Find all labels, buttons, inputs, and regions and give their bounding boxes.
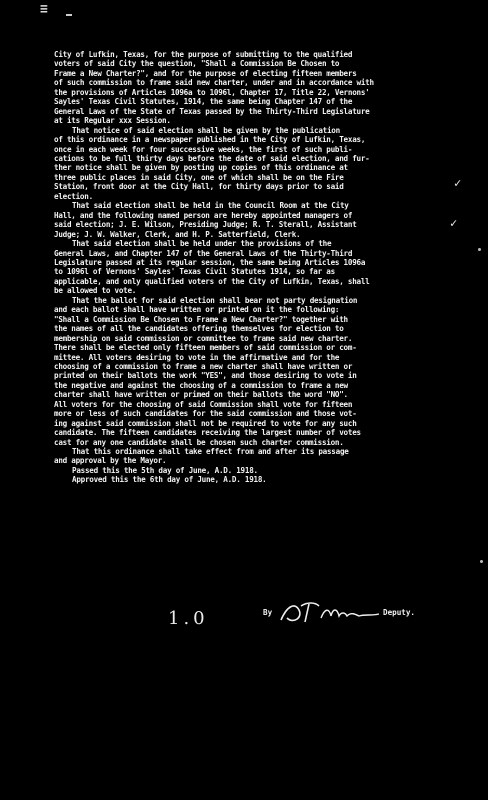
text-line: General Laws, and Chapter 147 of the General Laws of the Thirty-Third bbox=[54, 248, 353, 258]
text-line: once in each week for four successive weeks, the first of such publi- bbox=[54, 144, 353, 154]
text-line: three public places in said City, one of which shall be on the Fire bbox=[54, 172, 344, 182]
text-line: election. bbox=[54, 191, 93, 201]
text-line: more or less of such candidates for the said commission and those vot- bbox=[54, 409, 357, 419]
text-line: applicable, and only qualified voters of the City of Lufkin, Texas, shall bbox=[54, 276, 370, 286]
text-line: ing against said commission shall not be required to vote for any such bbox=[54, 418, 357, 428]
text-line: membership on said commission or committee to frame said new charter. bbox=[54, 333, 353, 343]
text-line: All voters for the choosing of said Commission shall vote for fifteen bbox=[54, 399, 353, 409]
corner-mark: ≡ bbox=[40, 2, 48, 17]
text-line: Sayles' Texas Civil Statutes, 1914, the same being Chapter 147 of the bbox=[54, 97, 353, 107]
text-line: "Shall a Commission Be Chosen to Frame a New Charter?" together with bbox=[54, 314, 348, 324]
text-line: and each ballot shall have written or printed on it the following: bbox=[54, 305, 340, 315]
text-line: charter shall have written or primed on their ballots the word "NO". bbox=[54, 390, 348, 400]
text-line: the names of all the candidates offering themselves for election to bbox=[54, 324, 344, 334]
text-line: cast for any one candidate shall be chosen such charter commission. bbox=[54, 437, 344, 447]
signature-block bbox=[263, 598, 463, 628]
edge-speck bbox=[478, 248, 481, 251]
edge-speck bbox=[480, 560, 483, 563]
check-mark: ✓ bbox=[450, 216, 458, 230]
text-line: mittee. All voters desiring to vote in the affirmative and for the bbox=[54, 352, 340, 362]
text-line: of such commission to frame said new charter, under and in accordance with bbox=[54, 78, 374, 88]
text-line: Approved this the 6th day of June, A.D. 1918. bbox=[72, 475, 267, 485]
text-line: voters of said City the question, "Shall a Commission Be Chosen to bbox=[54, 59, 340, 69]
signature-scrawl bbox=[275, 598, 385, 628]
signature-deputy-label: Deputy. bbox=[383, 608, 416, 617]
text-line: the provisions of Articles 1096a to 1096l, Chapter 17, Title 22, Vernons' bbox=[54, 87, 370, 97]
text-line: Legislature passed at its regular session, the same being Articles 1096a bbox=[54, 257, 366, 267]
text-line: be allowed to vote. bbox=[54, 286, 137, 296]
text-line: printed on their ballots the work "YES", and those desiring to vote in bbox=[54, 371, 357, 381]
text-line: of this ordinance in a newspaper published in the City of Lufkin, Texas, bbox=[54, 135, 366, 145]
text-line: That notice of said election shall be given by the publication bbox=[72, 125, 340, 135]
text-line: Hall, and the following named person are hereby appointed managers of bbox=[54, 210, 353, 220]
text-line: said election; J. E. Wilson, Presiding Judge; R. T. Sterall, Assistant bbox=[54, 220, 357, 230]
text-line: cations to be full thirty days before the date of said election, and fur- bbox=[54, 153, 370, 163]
text-line: General Laws of the State of Texas passed by the Thirty-Third Legislature bbox=[54, 106, 370, 116]
text-line: at its Regular xxx Session. bbox=[54, 116, 171, 126]
text-line: ther notice shall be given by posting up copies of this ordinance at bbox=[54, 163, 348, 173]
text-line: choosing of a commission to frame a new charter shall have written or bbox=[54, 361, 353, 371]
filing-note: 1.0 bbox=[168, 608, 209, 629]
text-line: That said election shall be held in the Council Room at the City bbox=[72, 201, 349, 211]
corner-dash bbox=[66, 14, 72, 16]
text-line: That the ballot for said election shall bear not party designation bbox=[72, 295, 358, 305]
ordinance-text bbox=[54, 50, 464, 485]
text-line: Passed this the 5th day of June, A.D. 1918. bbox=[72, 465, 258, 475]
text-line: There shall be elected only fifteen members of said commission or com- bbox=[54, 343, 357, 353]
text-line: Frame a New Charter?", and for the purpose of electing fifteen members bbox=[54, 68, 357, 78]
text-line: City of Lufkin, Texas, for the purpose of submitting to the qualified bbox=[54, 50, 353, 59]
text-line: and approval by the Mayor. bbox=[54, 456, 167, 466]
text-line: candidate. The fifteen candidates receiving the largest number of votes bbox=[54, 428, 361, 438]
signature-by-label: By bbox=[263, 608, 273, 617]
check-mark: ✓ bbox=[454, 176, 462, 190]
text-line: That this ordinance shall take effect from and after its passage bbox=[72, 447, 349, 457]
text-line: That said election shall be held under the provisions of the bbox=[72, 239, 332, 249]
text-line: Judge; J. W. Walker, Clerk, and H. P. Satterfield, Clerk. bbox=[54, 229, 301, 239]
text-line: Station, front door at the City Hall, for thirty days prior to said bbox=[54, 182, 344, 192]
text-line: to 1096l of Vernons' Sayles' Texas Civil Statutes 1914, so far as bbox=[54, 267, 335, 277]
text-line: the negative and against the choosing of a commission to frame a new bbox=[54, 380, 348, 390]
